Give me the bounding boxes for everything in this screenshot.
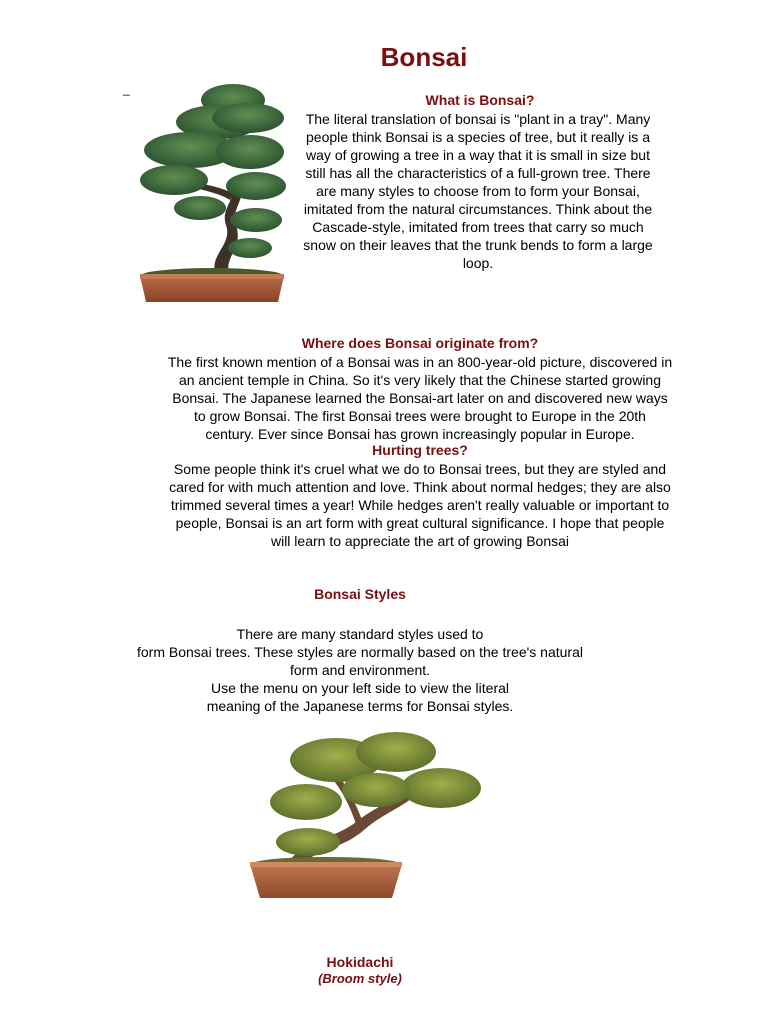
text-line: The literal translation of bonsai is "plant in a tray". Many bbox=[305, 111, 651, 127]
text-line: loop. bbox=[462, 255, 494, 271]
what-is-bonsai-heading: What is Bonsai? bbox=[425, 92, 535, 108]
text-line: snow on their leaves that the trunk bends to form a large bbox=[303, 237, 653, 253]
page-title: Bonsai bbox=[380, 42, 468, 72]
pine-bonsai-image bbox=[138, 80, 286, 306]
bonsai-styles-heading: Bonsai Styles bbox=[314, 586, 406, 602]
text-line: Cascade-style, imitated from trees that carry so much bbox=[312, 219, 644, 235]
styles-text-line: There are many standard styles used to bbox=[236, 626, 484, 642]
broom-bonsai-image bbox=[246, 730, 484, 902]
text-line: Some people think it's cruel what we do to Bonsai trees, but they are styled and bbox=[173, 461, 667, 477]
text-line: way of growing a tree in a way that it is small in size but bbox=[306, 147, 650, 163]
hokidachi-heading: Hokidachi bbox=[326, 954, 394, 970]
hurting-trees-text bbox=[140, 460, 700, 550]
styles-text-line: form and environment. bbox=[289, 662, 431, 678]
hurting-trees-heading: Hurting trees? bbox=[372, 442, 468, 458]
text-line: century. Ever since Bonsai has grown increasingly popular in Europe. bbox=[205, 426, 635, 442]
text-line: an ancient temple in China. So it's very likely that the Chinese started growing bbox=[178, 372, 662, 388]
origin-heading: Where does Bonsai originate from? bbox=[301, 335, 539, 351]
text-line: cared for with much attention and love. Think about normal hedges; they are also bbox=[169, 479, 671, 495]
text-line: people, Bonsai is an art form with great cultural significance. I hope that people bbox=[175, 515, 665, 531]
text-line: trimmed several times a year! While hedges aren't really valuable or important to bbox=[170, 497, 670, 513]
intro-marker: _ bbox=[123, 82, 130, 96]
text-line: The first known mention of a Bonsai was in an 800-year-old picture, discovered in bbox=[167, 354, 673, 370]
text-line: still has all the characteristics of a full-grown tree. There bbox=[305, 165, 651, 181]
hokidachi-subtitle: (Broom style) bbox=[318, 971, 402, 986]
origin-text bbox=[140, 353, 700, 443]
styles-text-line: form Bonsai trees. These styles are normally based on the tree's natural bbox=[137, 644, 583, 660]
text-line: people think Bonsai is a species of tree, but it really is a bbox=[306, 129, 650, 145]
text-line: are many styles to choose from to form your Bonsai, bbox=[316, 183, 640, 199]
text-line: will learn to appreciate the art of growing Bonsai bbox=[270, 533, 570, 549]
text-line: Bonsai. The Japanese learned the Bonsai-art later on and discovered new ways bbox=[172, 390, 668, 406]
text-line: to grow Bonsai. The first Bonsai trees were brought to Europe in the 20th bbox=[194, 408, 646, 424]
what-is-bonsai-text bbox=[286, 110, 670, 272]
text-line: imitated from the natural circumstances. Think about the bbox=[303, 201, 653, 217]
styles-text-line: Use the menu on your left side to view the literal bbox=[210, 680, 510, 696]
styles-text-line: meaning of the Japanese terms for Bonsai styles. bbox=[206, 698, 514, 714]
